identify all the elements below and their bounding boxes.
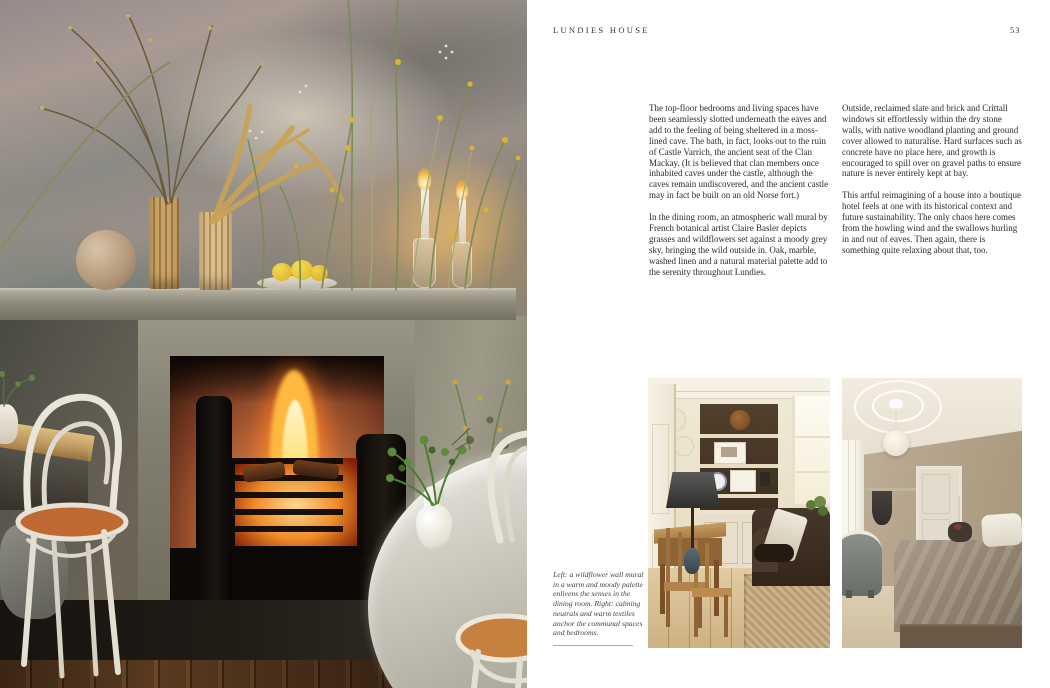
golden-fern <box>212 106 342 222</box>
page-number: 53 <box>1010 25 1021 35</box>
bathtub <box>842 530 882 596</box>
herb-bouquet <box>386 428 472 505</box>
caption-rule <box>553 645 633 646</box>
framed-print <box>730 470 756 492</box>
photo-caption: Left: a wildflower wall mural in a warm and moody palette enlivens the senses in the dining room. Right: calming neutrals and warm textiles anchor the communal spaces and bedrooms. <box>553 570 644 638</box>
bolster-cushion <box>754 544 794 562</box>
living-room-photo <box>648 378 830 648</box>
paragraph: The top-floor bedrooms and living spaces have been seamlessly slotted underneath the eaves and add to the feeling of being sheltered in a moss-lined cave. The bath, in fact, looks out to the ruin of Castle Varrich, the ancient seat of the Clan Mackay. (It is believed that clan members once inhabited caves under the castle, although the caves remain undiscovered, and the ancient castle may in fact be built on an old Norse fort.) <box>649 103 829 201</box>
buttercups <box>294 59 521 239</box>
woven-plate <box>730 410 750 430</box>
running-header: LUNDIES HOUSE <box>553 25 650 35</box>
wall-plate <box>674 436 694 456</box>
paragraph: In the dining room, an atmospheric wall mural by French botanical artist Claire Basler depicts grasses and wildflowers set against a moody grey sky, bringing the wild outside in. Oak, marble, washed linen and a natural material palette add to the serenity throughout Lundies. <box>649 212 828 277</box>
framed-photo <box>714 442 746 464</box>
lamp-base <box>684 548 700 574</box>
pillow <box>981 513 1022 548</box>
bentwood-chair-right <box>458 434 527 688</box>
bedroom-photo <box>842 378 1022 648</box>
seed-heads <box>40 14 264 110</box>
bentwood-chair-left <box>18 397 126 676</box>
lamp-shade <box>666 472 720 508</box>
paragraph: This artful reimagining of a house into a boutique hotel feels at one with its historical context and future sustainability. The only chaos here comes from the howling wind and the swallows hurling in and out of eaves. Then again, there is something quite relaxing about that, too. <box>842 190 1021 255</box>
grass-stems <box>248 0 518 290</box>
bed-base <box>900 624 1022 648</box>
right-page <box>527 0 1050 688</box>
globe-pendant <box>883 430 909 456</box>
left-vase-sprigs <box>0 371 35 406</box>
table-lamp <box>666 472 722 588</box>
curtain <box>842 440 864 544</box>
hanging-clothes <box>872 491 892 525</box>
article-column-2 <box>842 103 1023 267</box>
article-column-1 <box>649 103 830 289</box>
window <box>792 396 830 504</box>
house-plant <box>804 496 830 522</box>
paragraph: Outside, reclaimed slate and brick and Crittall windows sit effortlessly within the dry stone walls, with native woodland planting and ground cover allowed to naturalise. Hard surfaces such as concrete have no place here, and growth is encouraged to spill over on gravel paths to ensure nature is never entirely kept at bay. <box>842 103 1022 179</box>
